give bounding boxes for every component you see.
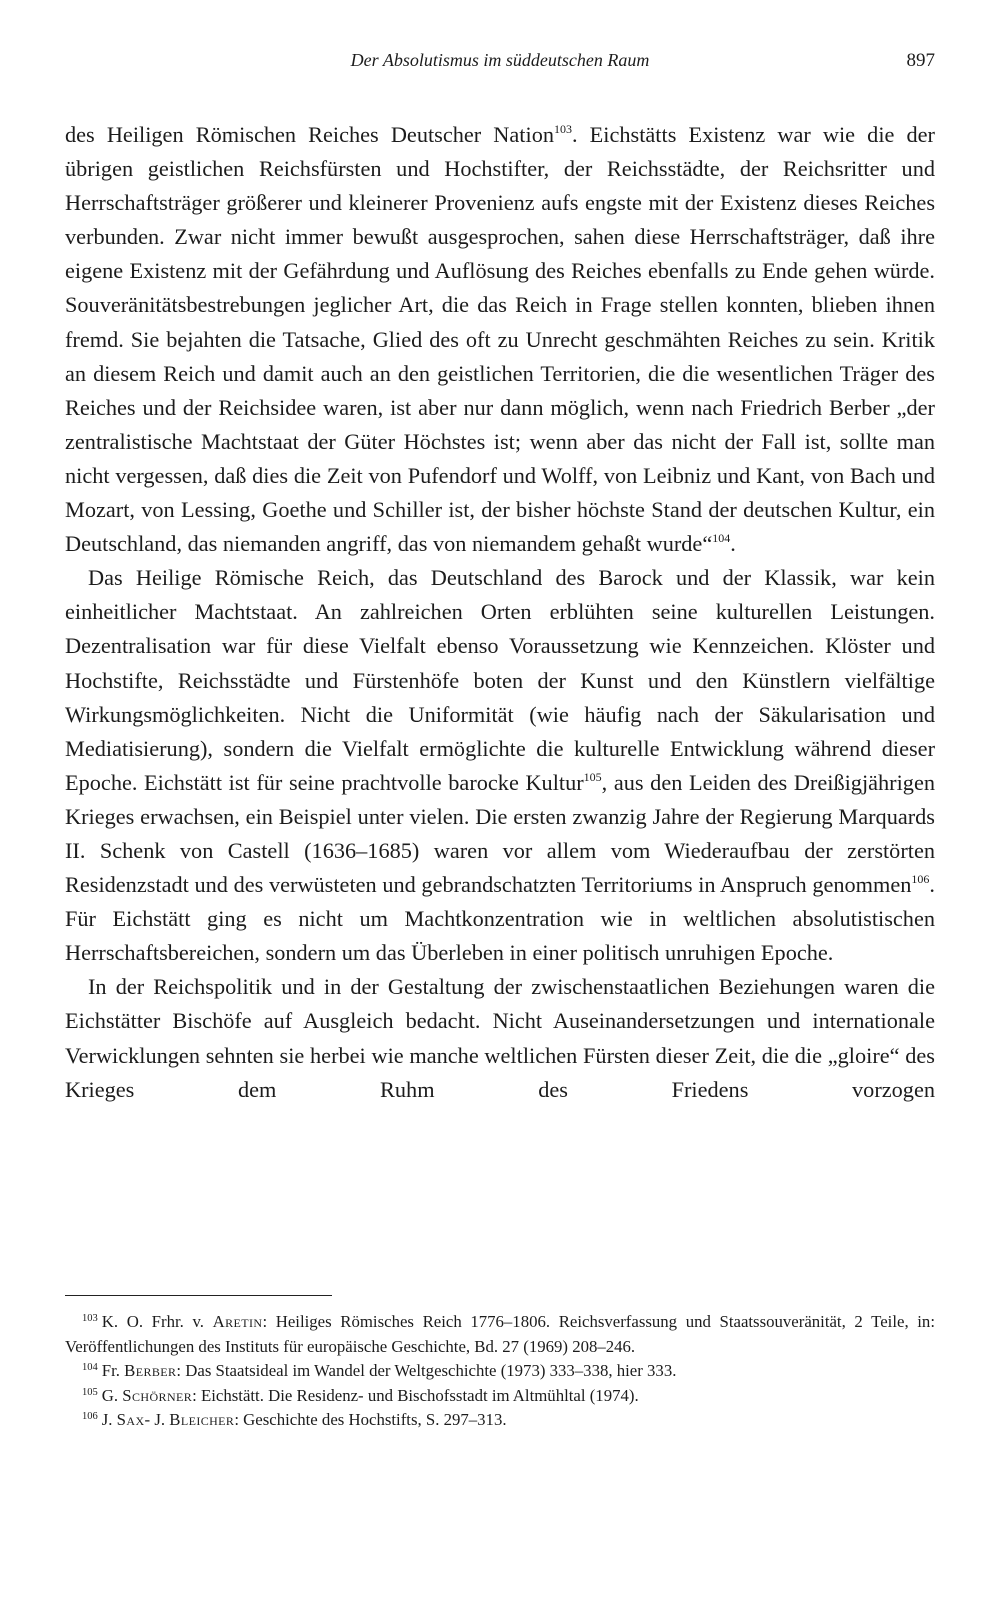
running-title: Der Absolutismus im süddeutschen Raum xyxy=(350,50,650,70)
footnote-divider xyxy=(65,1295,332,1296)
paragraph: des Heiligen Römischen Reiches Deutscher Nation$^{103}$. Eichstätts Existenz war wie die der übrigen geistlichen Reichsfürsten und Hochstifter, der Reichsstädte, der Reichsritter und Herrschaftsträger größerer und kleinerer Provenienz aufs engste mit der Existenz dieses Reiches verbunden. Zwar nicht immer bewußt ausgesprochen, sahen diese Herrschaftsträger, daß ihre eigene Existenz mit der Gefährdung und Auflösung des Reiches ebenfalls zu Ende gehen würde. Souveränitätsbestrebungen jeglicher Art, die das Reich in Frage stellen konnten, blieben ihnen fremd. Sie bejahten die Tatsache, Glied des oft zu Unrecht geschmähten Reiches zu sein. Kritik an diesem Reich und damit auch an den geistlichen Territorien, die die wesentlichen Träger des Reiches und der Reichsidee waren, ist aber nur dann möglich, wenn nach Friedrich Berber „der zentralistische Machtstaat der Güter Höchstes ist; wenn aber das nicht der Fall ist, sollte man nicht vergessen, daß dies die Zeit von Pufendorf und Wolff, von Leibniz und Kant, von Bach und Mozart, von Lessing, Goethe und Schiller ist, der bisher höchste Stand der deutschen Kultur, ein Deutschland, das niemanden angriff, das von niemandem gehaßt wurde“$^{104}$. xyxy=(65,122,935,557)
main-text xyxy=(65,118,935,1107)
footnote: $^{104}$ Fr. Berber: Das Staatsideal im Wandel der Weltgeschichte (1973) 333–338, hier 333. xyxy=(82,1361,677,1380)
footnote: $^{106}$ J. Sax- J. Bleicher: Geschichte des Hochstifts, S. 297–313. xyxy=(82,1410,507,1429)
footnote: $^{103}$ K. O. Frhr. v. Aretin: Heiliges Römisches Reich 1776–1806. Reichsverfassung und Staatssouveränität, 2 Teile, in: Veröffentlichungen des Instituts für europäische Geschichte, Bd. 27 (1969) 208–246. xyxy=(65,1312,935,1356)
page-header xyxy=(65,50,935,80)
footnote: $^{105}$ G. Schörner: Eichstätt. Die Residenz- und Bischofsstadt im Altmühltal (1974). xyxy=(82,1385,639,1405)
footnote-ref[interactable]: 105 xyxy=(583,769,602,784)
paragraph: Das Heilige Römische Reich, das Deutschland des Barock und der Klassik, war kein einheitlicher Machtstaat. An zahlreichen Orten erblühten seine kulturellen Leistungen. Dezentralisation war für diese Vielfalt ebenso Voraussetzung wie Kennzeichen. Klöster und Hochstifte, Reichsstädte und Fürstenhöfe boten der Kunst und den Künstlern vielfältige Wirkungsmöglichkeiten. Nicht die Uniformität (wie häufig nach der Säkularisation und Mediatisierung), sondern die Vielfalt ermöglichte die kulturelle Entwicklung während dieser Epoche. Eichstätt ist für seine prachtvolle barocke Kultur$^{105}$, aus den Leiden des Dreißigjährigen Krieges erwachsen, ein Beispiel unter vielen. Die ersten zwanzig Jahre der Regierung Marquards II. Schenk von Castell (1636–1685) waren vor allem vom Wiederaufbau der zerstörten Residenzstadt und des verwüsteten und gebrandschatzten Territoriums in Anspruch genommen$^{106}$. Für Eichstätt ging es nicht um Machtkonzentration wie in weltlichen absolutistischen Herrschaftsbereichen, sondern um das Überleben in einer politisch unruhigen Epoche. xyxy=(65,565,935,966)
footnote-ref[interactable]: 106 xyxy=(911,872,930,887)
footnote-ref[interactable]: 104 xyxy=(712,531,731,546)
footnotes xyxy=(65,1310,935,1433)
footnote-ref[interactable]: 103 xyxy=(554,122,572,136)
page-number: 897 xyxy=(906,50,935,71)
paragraph: In der Reichspolitik und in der Gestaltung der zwischenstaatlichen Beziehungen waren die Eichstätter Bischöfe auf Ausgleich bedacht. Nicht Auseinandersetzungen und internationale Verwicklungen sehnten sie herbei wie manche weltlichen Fürsten dieser Zeit, die die „gloire“ des Krieges dem Ruhm des Friedens vorzogen xyxy=(65,974,935,1102)
